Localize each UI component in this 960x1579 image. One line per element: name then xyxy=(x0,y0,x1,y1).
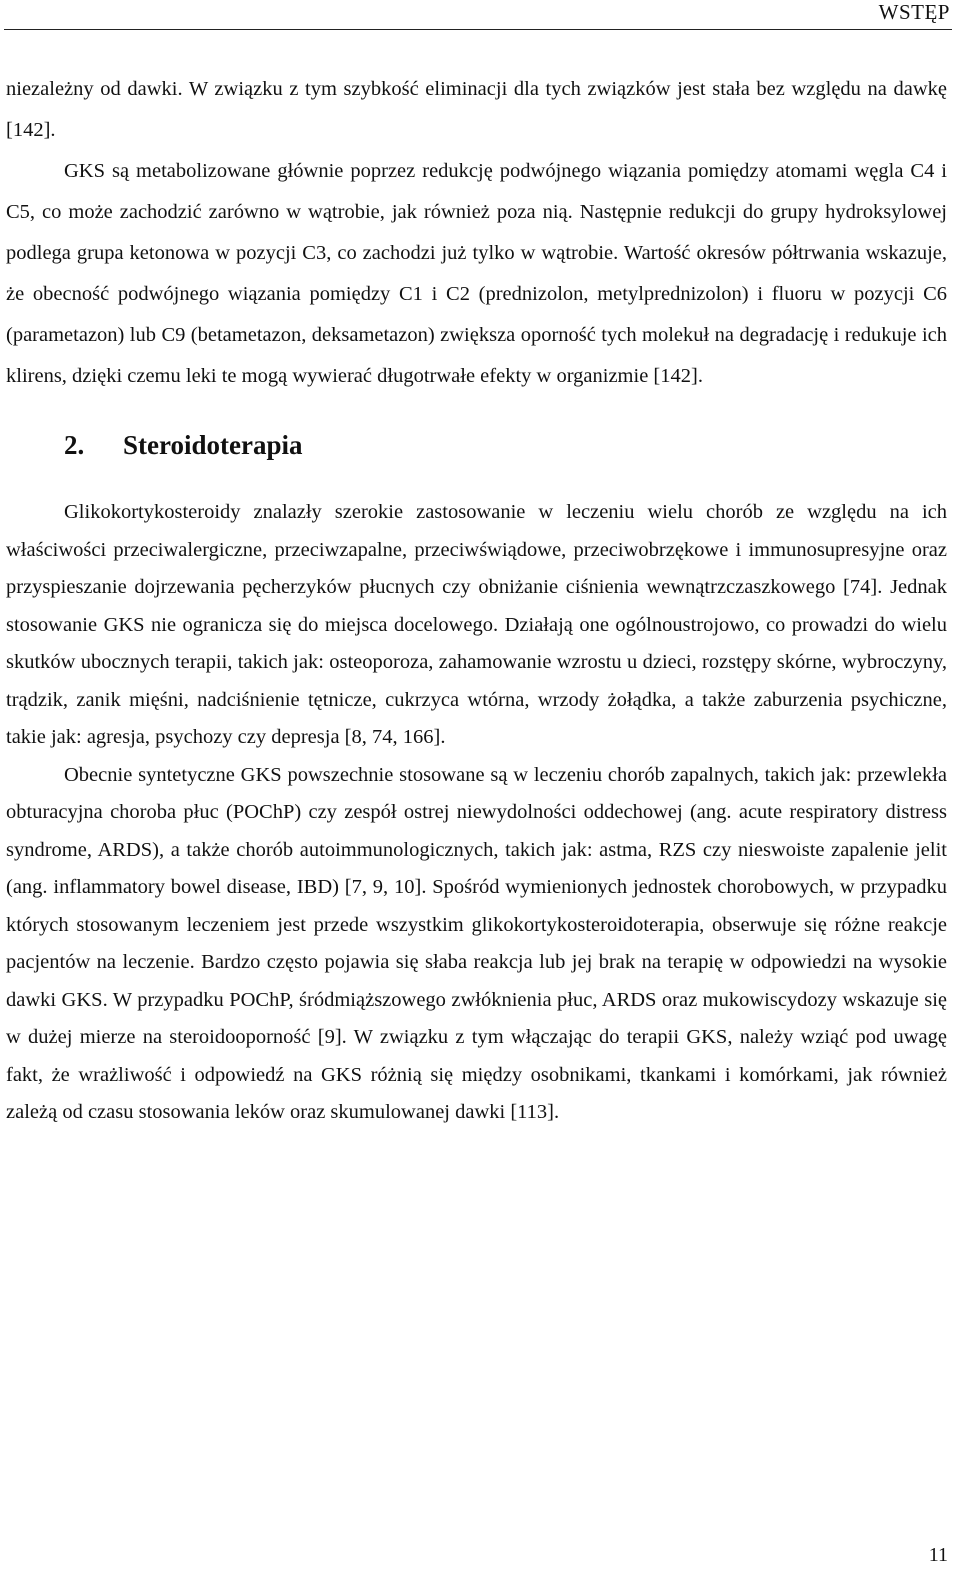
paragraph-continuation: niezależny od dawki. W związku z tym szybkość eliminacji dla tych związków jest stała bez względu na dawkę [142]. xyxy=(6,78,947,141)
page-body xyxy=(6,69,947,1132)
section-heading xyxy=(6,397,947,494)
page-number: 11 xyxy=(928,1544,948,1566)
paragraph-metabolism: GKS są metabolizowane głównie poprzez redukcję podwójnego wiązania pomiędzy atomami węgla C4 i C5, co może zachodzić zarówno w wątrobie, jak również poza nią. Następnie redukcji do grupy hydroksylowej podlega grupa ketonowa w pozycji C3, co zachodzi już tylko w wątrobie. Wartość okresów półtrwania wskazuje, że obecność podwójnego wiązania pomiędzy C1 i C2 (prednizolon, metylprednizolon) i fluoru w pozycji C6 (parametazon) lub C9 (betametazon, deksametazon) zwiększa oporność tych molekuł na degradację i redukuje ich klirens, dzięki czemu leki te mogą wywierać długotrwałe efekty w organizmie [142]. xyxy=(6,160,947,387)
paragraph-steroidotherapy-intro: Glikokortykosteroidy znalazły szerokie zastosowanie w leczeniu wielu chorób ze względu na ich właściwości przeciwalergiczne, przeciwzapalne, przeciwświądowe, przeciwobrzękowe i immunosupresyjne oraz przyspieszanie dojrzewania pęcherzyków płucnych czy obniżanie ciśnienia wewnątrzczaszkowego [74]. Jednak stosowanie GKS nie ogranicza się do miejsca docelowego. Działają one ogólnoustrojowo, co prowadzi do wielu skutków ubocznych terapii, takich jak: osteoporoza, zahamowanie wzrostu u dzieci, rozstępy skórne, wybroczyny, trądzik, zanik mięśni, nadciśnienie tętnicze, cukrzyca wtórna, wrzody żołądka, a także zaburzenia psychiczne, takie jak: agresja, psychozy czy depresja [8, 74, 166]. xyxy=(6,501,947,748)
header-rule xyxy=(4,29,952,30)
section-title: Steroidoterapia xyxy=(123,430,303,460)
paragraph-steroidotherapy-diseases: Obecnie syntetyczne GKS powszechnie stosowane są w leczeniu chorób zapalnych, takich jak: przewlekła obturacyjna choroba płuc (POChP) czy zespół ostrej niewydolności oddechowej (ang. acute respiratory distress syndrome, ARDS), a także chorób autoimmunologicznych, takich jak: astma, RZS czy nieswoiste zapalenie jelit (ang. inflammatory bowel disease, IBD) [7, 9, 10]. Spośród wymienionych jednostek chorobowych, w przypadku których stosowanym leczeniem jest przede wszystkim glikokortykosteroidoterapia, obserwuje się różne reakcje pacjentów na leczenie. Bardzo często pojawia się słaba reakcja lub jej brak na terapię w odpowiedzi na wysokie dawki GKS. W przypadku POChP, śródmiąższowego zwłóknienia płuc, ARDS oraz mukowiscydozy wskazuje się w dużej mierze na steroidooporność [9]. W związku z tym włączając do terapii GKS, należy wziąć pod uwagę fakt, że wrażliwość i odpowiedź na GKS różnią się między osobnikami, tkankami i komórkami, jak również zależą od czasu stosowania leków oraz skumulowanej dawki [113]. xyxy=(6,763,947,1123)
section-number: 2. xyxy=(64,430,85,460)
running-header: WSTĘP xyxy=(878,0,950,24)
